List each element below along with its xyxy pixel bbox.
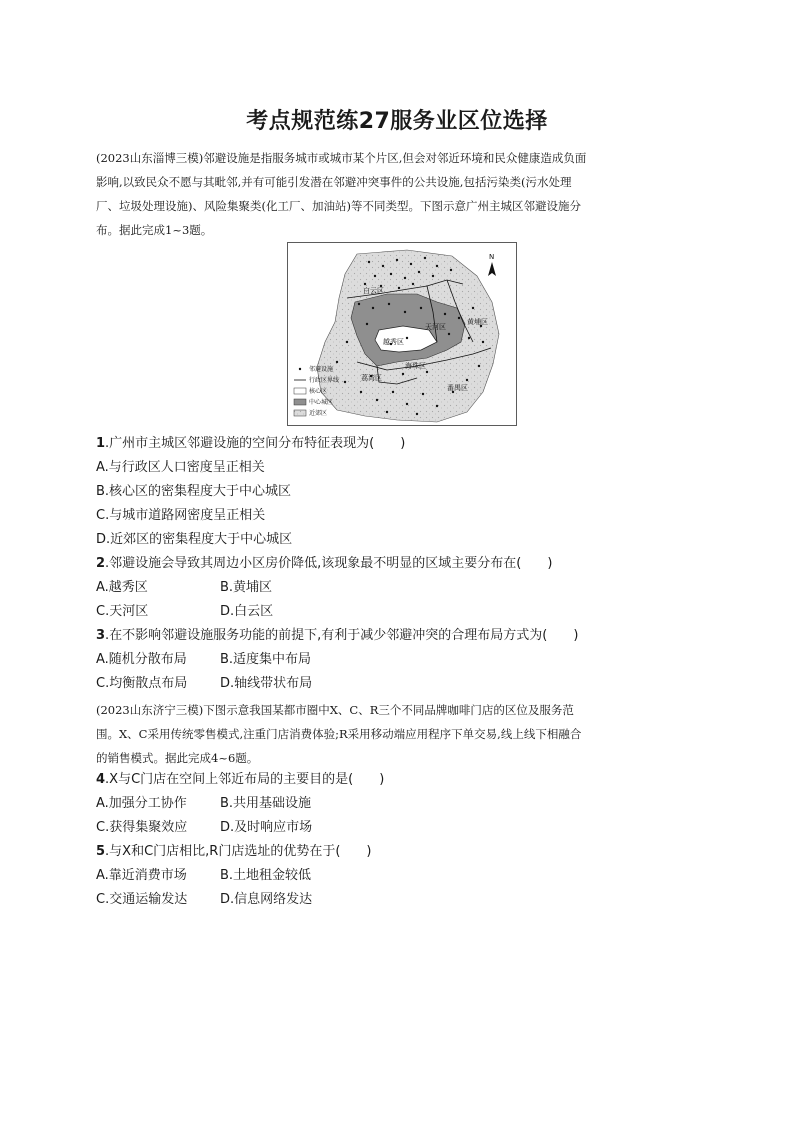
question-stem: .X与C门店在空间上邻近布局的主要目的是( ) bbox=[105, 772, 385, 787]
north-label: N bbox=[489, 253, 495, 261]
question-number: 5 bbox=[96, 844, 106, 859]
option[interactable]: B.核心区的密集程度大于中心城区 bbox=[96, 484, 292, 499]
option[interactable]: C.均衡散点布局 bbox=[96, 676, 188, 691]
intro-line: 影响,以致民众不愿与其毗邻,并有可能引发潜在邻避冲突事件的公共设施,包括污染类(污水处理 bbox=[96, 175, 572, 189]
option[interactable]: D.白云区 bbox=[220, 604, 274, 619]
guangzhou-map-figure bbox=[287, 242, 517, 426]
legend-dot-icon bbox=[299, 368, 301, 370]
option[interactable]: D.及时响应市场 bbox=[220, 820, 313, 835]
district-label-baiyun: 白云区 bbox=[363, 287, 384, 295]
option[interactable]: D.轴线带状布局 bbox=[220, 676, 313, 691]
district-label-panyu: 番禺区 bbox=[447, 384, 468, 392]
question-3 bbox=[96, 626, 578, 646]
legend-suburb-swatch bbox=[294, 410, 306, 416]
district-label-yuexiu: 越秀区 bbox=[383, 338, 404, 346]
question-number: 2 bbox=[96, 556, 106, 571]
option[interactable]: C.天河区 bbox=[96, 604, 149, 619]
question-number: 4 bbox=[96, 772, 106, 787]
question-stem: .在不影响邻避设施服务功能的前提下,有利于减少邻避冲突的合理布局方式为( ) bbox=[105, 628, 579, 643]
legend-item: 邻避设施 bbox=[309, 366, 334, 373]
question-5 bbox=[96, 842, 371, 862]
question-2 bbox=[96, 554, 552, 574]
intro-line: 厂、垃圾处理设施)、风险集聚类(化工厂、加油站)等不同类型。下图示意广州主城区邻避设施分 bbox=[96, 199, 581, 213]
question-number: 1 bbox=[96, 436, 106, 451]
option[interactable]: A.随机分散布局 bbox=[96, 652, 187, 667]
option[interactable]: A.越秀区 bbox=[96, 580, 148, 595]
map-svg bbox=[287, 242, 517, 426]
intro-paragraph-2 bbox=[96, 698, 696, 770]
question-stem: .邻避设施会导致其周边小区房价降低,该现象最不明显的区域主要分布在( ) bbox=[105, 556, 553, 571]
option[interactable]: D.信息网络发达 bbox=[220, 892, 313, 907]
district-label-haizhu: 海珠区 bbox=[405, 362, 426, 370]
option[interactable]: C.获得集聚效应 bbox=[96, 820, 188, 835]
question-4 bbox=[96, 770, 384, 790]
legend-item: 核心区 bbox=[309, 388, 328, 395]
question-number: 3 bbox=[96, 628, 106, 643]
option[interactable]: A.加强分工协作 bbox=[96, 796, 187, 811]
intro-line: (2023山东济宁三模)下图示意我国某都市圈中X、C、R三个不同品牌咖啡门店的区位及服务范 bbox=[96, 703, 574, 717]
question-1 bbox=[96, 434, 405, 454]
option[interactable]: D.近郊区的密集程度大于中心城区 bbox=[96, 532, 293, 547]
option[interactable]: A.与行政区人口密度呈正相关 bbox=[96, 460, 265, 475]
question-stem: .广州市主城区邻避设施的空间分布特征表现为( ) bbox=[105, 436, 406, 451]
district-label-liwan: 荔湾区 bbox=[361, 374, 382, 382]
option[interactable]: B.黄埔区 bbox=[220, 580, 273, 595]
page-title: 考点规范练27服务业区位选择 bbox=[246, 109, 548, 134]
intro-line: 围。X、C采用传统零售模式,注重门店消费体验;R采用移动端应用程序下单交易,线上线下相融合 bbox=[96, 727, 582, 741]
district-label-tianhe: 天河区 bbox=[425, 323, 446, 331]
option[interactable]: B.共用基础设施 bbox=[220, 796, 312, 811]
question-stem: .与X和C门店相比,R门店选址的优势在于( ) bbox=[105, 844, 372, 859]
legend-item: 中心城区 bbox=[309, 399, 334, 406]
district-label-huangpu: 黄埔区 bbox=[467, 318, 488, 326]
option[interactable]: B.土地租金较低 bbox=[220, 868, 312, 883]
option[interactable]: A.靠近消费市场 bbox=[96, 868, 187, 883]
intro-line: 布。据此完成1~3题。 bbox=[96, 223, 213, 237]
intro-line: 的销售模式。据此完成4~6题。 bbox=[96, 751, 259, 765]
legend-item: 近郊区 bbox=[309, 410, 328, 417]
intro-paragraph-1 bbox=[96, 146, 696, 242]
legend-item: 行政区界线 bbox=[309, 377, 340, 384]
option[interactable]: B.适度集中布局 bbox=[220, 652, 312, 667]
intro-line: (2023山东淄博三模)邻避设施是指服务城市或城市某个片区,但会对邻近环境和民众健康造成负面 bbox=[96, 151, 587, 165]
legend-central-swatch bbox=[294, 399, 306, 405]
option[interactable]: C.与城市道路网密度呈正相关 bbox=[96, 508, 266, 523]
legend-core-swatch bbox=[294, 388, 306, 394]
option[interactable]: C.交通运输发达 bbox=[96, 892, 188, 907]
